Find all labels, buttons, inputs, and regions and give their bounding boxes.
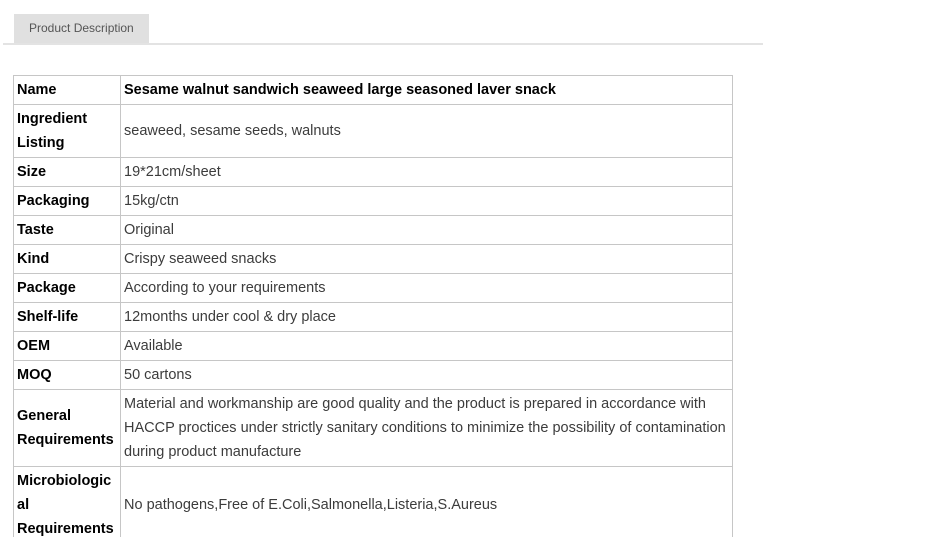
- product-spec-table: [13, 75, 733, 537]
- row-label: Packaging: [14, 187, 121, 216]
- table-row: [14, 274, 733, 303]
- row-label: Shelf-life: [14, 303, 121, 332]
- row-label: Name: [14, 76, 121, 105]
- row-label: General Requirements: [14, 390, 121, 467]
- table-row: [14, 158, 733, 187]
- table-row: [14, 332, 733, 361]
- table-row: [14, 245, 733, 274]
- table-row: [14, 303, 733, 332]
- table-row: [14, 361, 733, 390]
- table-row: [14, 76, 733, 105]
- row-label: Microbiological Requirements: [14, 467, 121, 537]
- tab-bar: [3, 14, 763, 45]
- row-value: 12months under cool & dry place: [121, 303, 733, 332]
- row-label: MOQ: [14, 361, 121, 390]
- row-value: 19*21cm/sheet: [121, 158, 733, 187]
- row-value: Material and workmanship are good quality and the product is prepared in accordance with HACCP proctices under strictly sanitary conditions to minimize the possibility of contamination during product manufacture: [121, 390, 733, 467]
- row-value: No pathogens,Free of E.Coli,Salmonella,Listeria,S.Aureus: [121, 467, 733, 537]
- row-label: Ingredient Listing: [14, 105, 121, 158]
- row-value: According to your requirements: [121, 274, 733, 303]
- table-row: [14, 187, 733, 216]
- row-value: Sesame walnut sandwich seaweed large seasoned laver snack: [121, 76, 733, 105]
- row-value: seaweed, sesame seeds, walnuts: [121, 105, 733, 158]
- tab-product-description[interactable]: Product Description: [14, 14, 149, 43]
- row-label: Kind: [14, 245, 121, 274]
- row-label: Package: [14, 274, 121, 303]
- table-row: [14, 105, 733, 158]
- row-value: 15kg/ctn: [121, 187, 733, 216]
- row-label: Size: [14, 158, 121, 187]
- row-value: Original: [121, 216, 733, 245]
- row-value: Crispy seaweed snacks: [121, 245, 733, 274]
- row-label: Taste: [14, 216, 121, 245]
- row-value: Available: [121, 332, 733, 361]
- table-row: [14, 216, 733, 245]
- table-row: [14, 467, 733, 537]
- row-value: 50 cartons: [121, 361, 733, 390]
- row-label: OEM: [14, 332, 121, 361]
- table-row: [14, 390, 733, 467]
